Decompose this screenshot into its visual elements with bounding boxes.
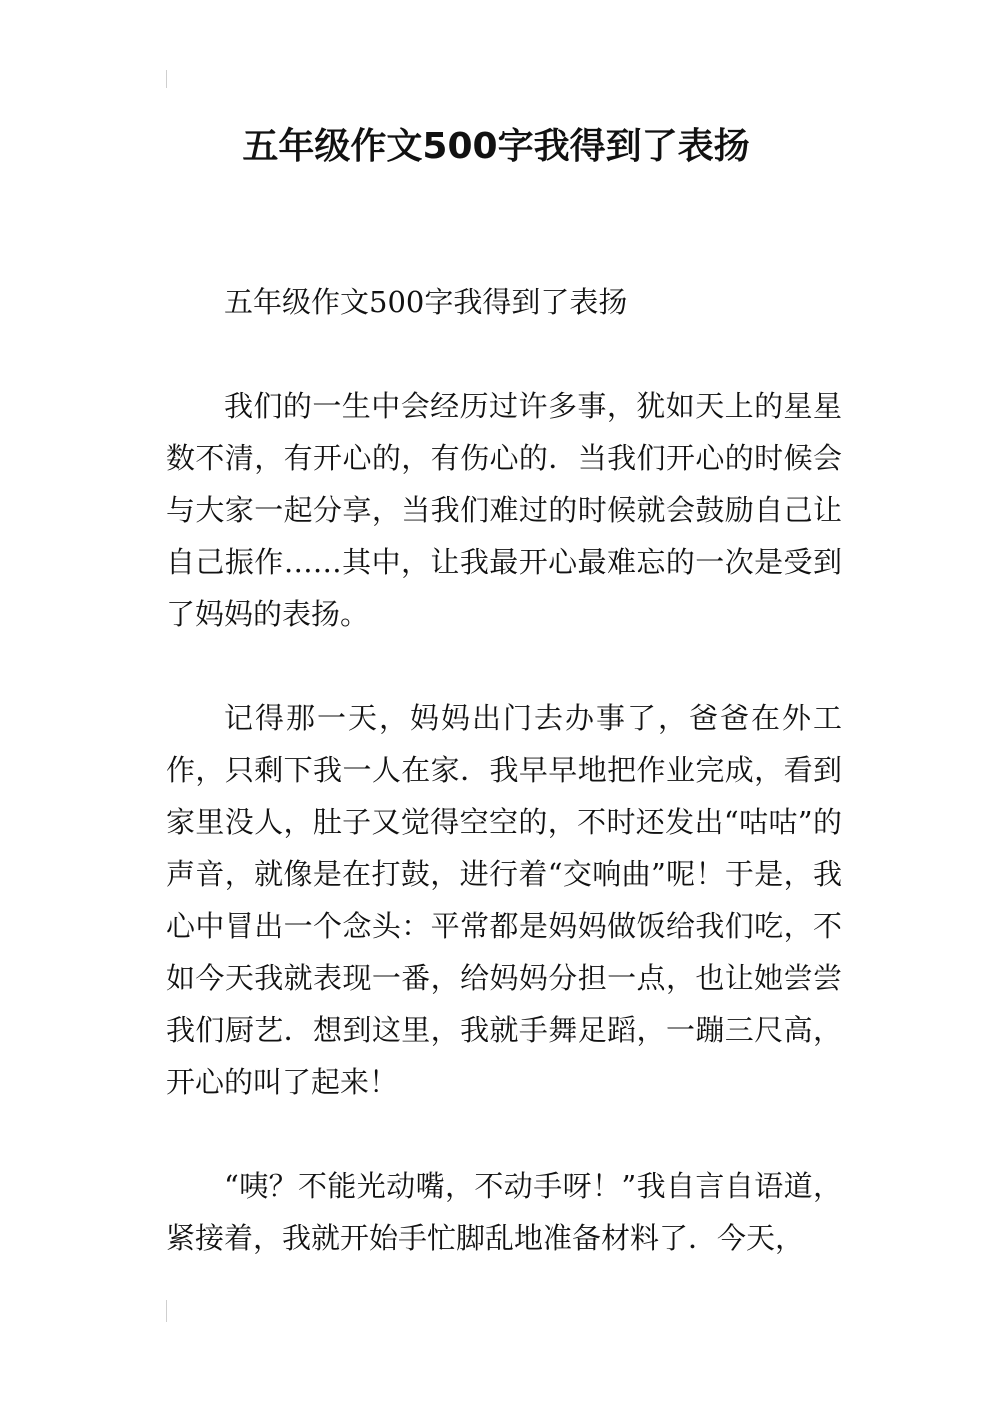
document-subtitle: 五年级作文500字我得到了表扬 (224, 285, 628, 319)
document-title: 五年级作文500字我得到了表扬 (242, 126, 750, 167)
page-corner-mark-top (166, 70, 167, 88)
paragraph-1: 我们的一生中会经历过许多事，犹如天上的星星数不清，有开心的，有伤心的．当我们开心的时候会与大家一起分享，当我们难过的时候就会鼓励自己让自己振作……其中，让我最开心最难忘的一次是受到了妈妈的表扬。 (166, 389, 842, 631)
paragraph-3: “咦？不能光动嘴，不动手呀！”我自言自语道，紧接着，我就开始手忙脚乱地准备材料了．今天， (166, 1169, 842, 1255)
paragraph-2: 记得那一天，妈妈出门去办事了，爸爸在外工作，只剩下我一人在家．我早早地把作业完成，看到家里没人，肚子又觉得空空的，不时还发出“咕咕”的声音，就像是在打鼓，进行着“交响曲”呢！于是，我心中冒出一个念头：平常都是妈妈做饭给我们吃，不如今天我就表现一番，给妈妈分担一点，也让她尝尝我们厨艺．想到这里，我就手舞足蹈，一蹦三尺高，开心的叫了起来！ (166, 701, 842, 1099)
page-corner-mark-bottom (166, 1300, 167, 1322)
